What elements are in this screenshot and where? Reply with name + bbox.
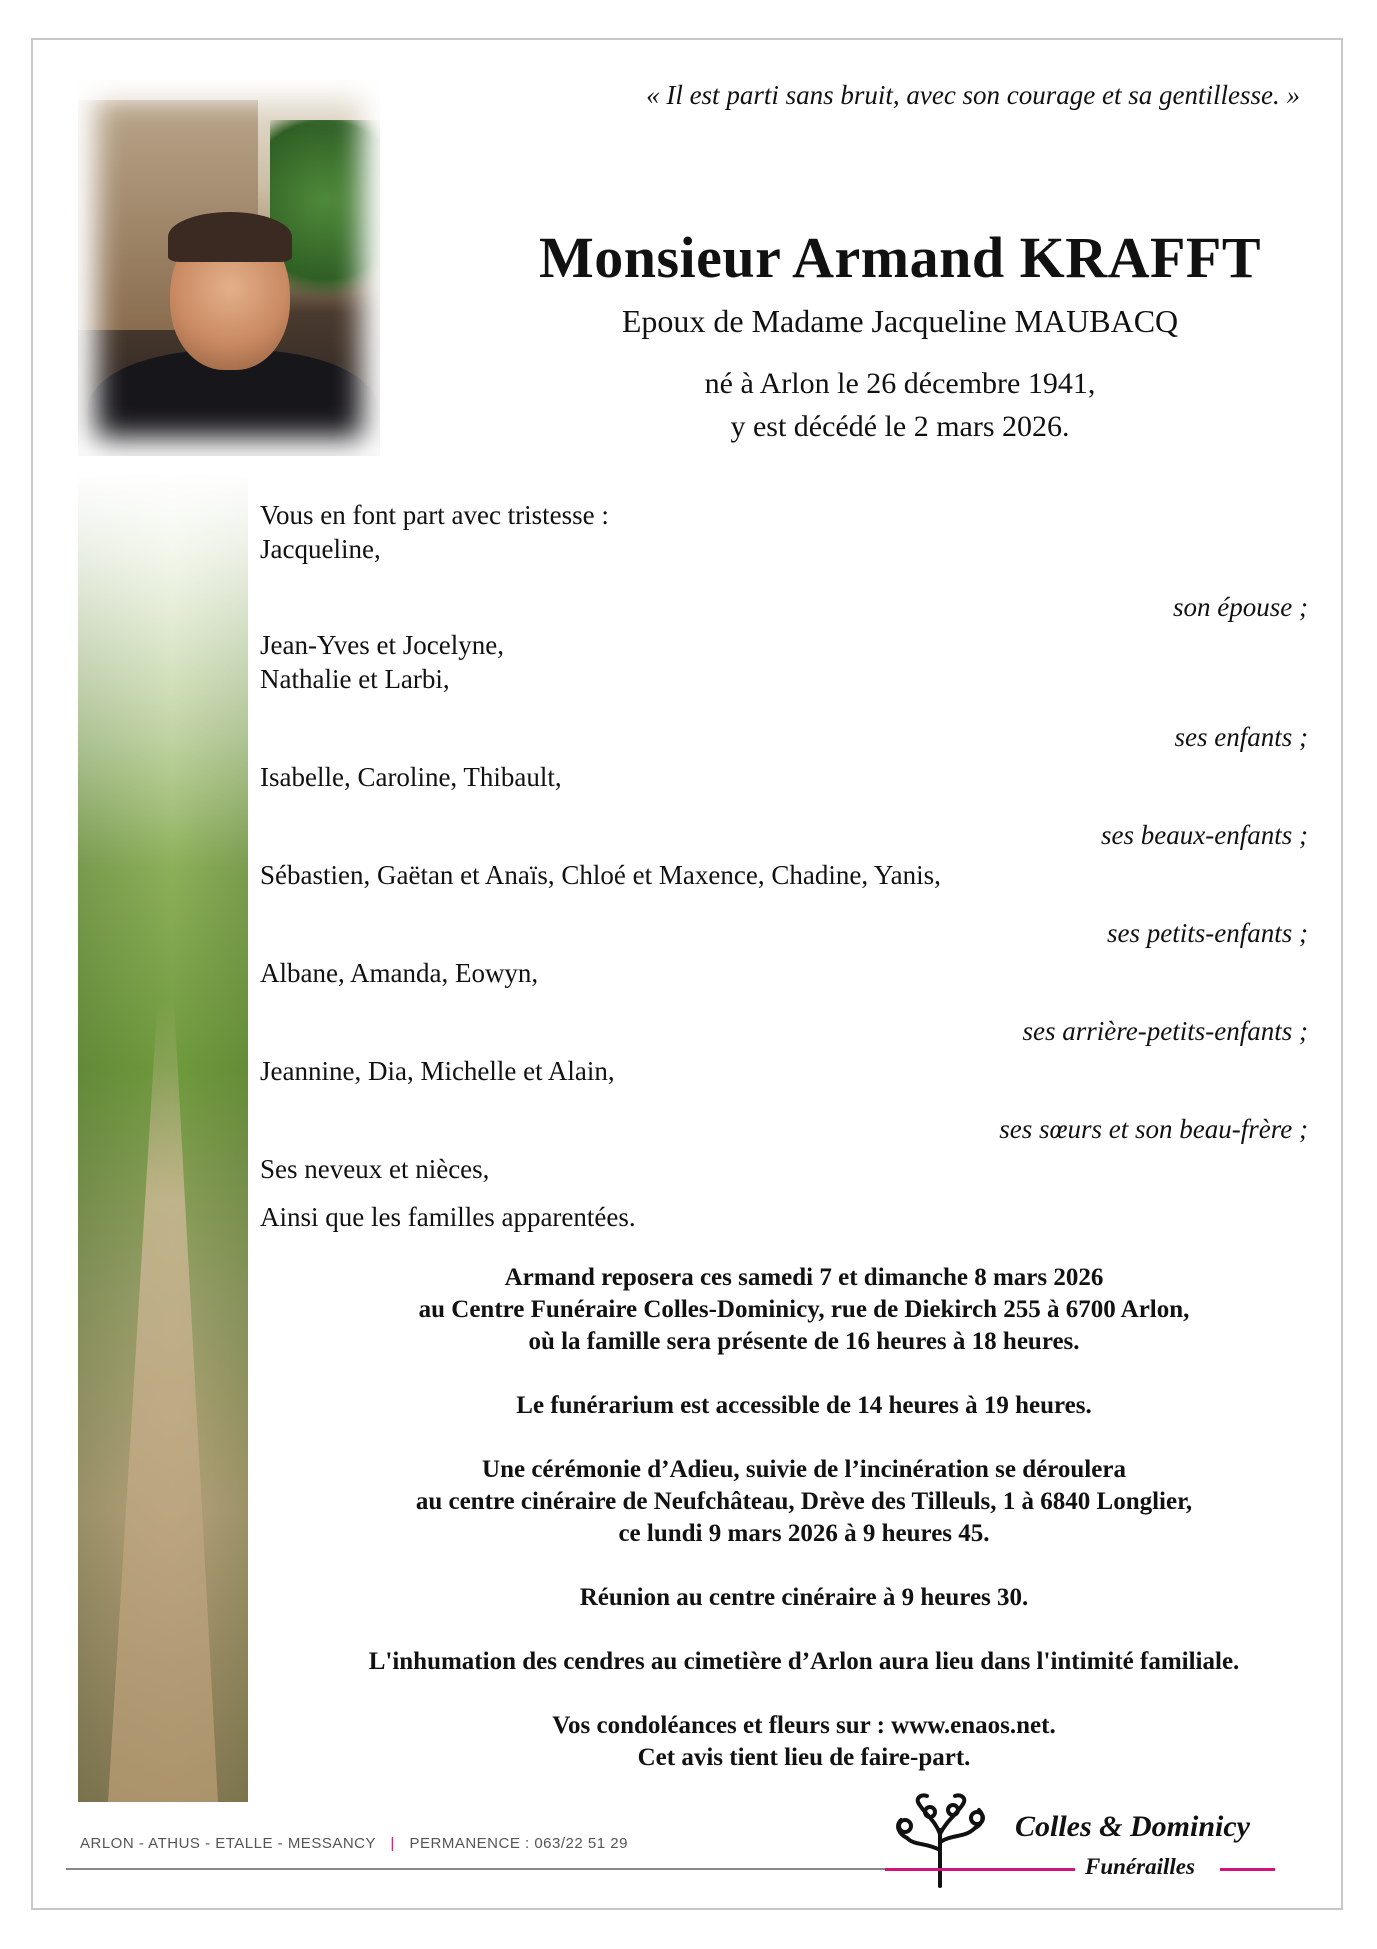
portrait-photo xyxy=(78,80,380,456)
detail-line: Le funérarium est accessible de 14 heures à 19 heures. xyxy=(516,1392,1092,1419)
family-name: Jean-Yves et Jocelyne, xyxy=(260,630,504,660)
logo-accent-line xyxy=(885,1868,1075,1871)
logo-subtitle: Funérailles xyxy=(1085,1854,1195,1879)
detail-line: Une cérémonie d’Adieu, suivie de l’incinération se déroulera xyxy=(482,1456,1126,1483)
family-intro: Vous en font part avec tristesse : xyxy=(260,500,609,530)
family-name: Albane, Amanda, Eowyn, xyxy=(260,958,539,988)
birth-line: né à Arlon le 26 décembre 1941, xyxy=(704,367,1096,400)
family-relation: ses petits-enfants ; xyxy=(1107,918,1308,948)
forest-path-image xyxy=(78,470,248,1802)
detail-line: où la famille sera présente de 16 heures à 18 heures. xyxy=(528,1328,1080,1355)
footer-divider xyxy=(66,1868,896,1870)
condolences-paragraph xyxy=(250,1710,1358,1774)
detail-line: Réunion au centre cinéraire à 9 heures 30. xyxy=(579,1584,1029,1611)
spouse-line: Epoux de Madame Jacqueline MAUBACQ xyxy=(621,303,1179,339)
family-relation: ses sœurs et son beau-frère ; xyxy=(999,1114,1308,1144)
detail-line: au Centre Funéraire Colles-Dominicy, rue de Diekirch 255 à 6700 Arlon, xyxy=(418,1296,1190,1323)
detail-line: Cet avis tient lieu de faire-part. xyxy=(637,1744,971,1771)
epitaph-quote: « Il est parti sans bruit, avec son courage et sa gentillesse. » xyxy=(646,80,1300,110)
footer-locations: ARLON - ATHUS - ETALLE - MESSANCY xyxy=(80,1835,376,1852)
logo-name: Colles & Dominicy xyxy=(1015,1810,1250,1843)
family-relation: ses arrière-petits-enfants ; xyxy=(1022,1016,1308,1046)
ceremony-details xyxy=(250,1262,1358,1806)
family-name: Jacqueline, xyxy=(260,534,381,564)
death-line: y est décédé le 2 mars 2026. xyxy=(730,410,1070,443)
family-name: Sébastien, Gaëtan et Anaïs, Chloé et Maxence, Chadine, Yanis, xyxy=(260,860,941,890)
family-relation: ses enfants ; xyxy=(1174,722,1308,752)
footer-permanence: PERMANENCE : 063/22 51 29 xyxy=(409,1835,628,1852)
family-relation: ses beaux-enfants ; xyxy=(1101,820,1308,850)
funerarium-hours xyxy=(250,1390,1358,1422)
family-closing: Ses neveux et nièces, xyxy=(260,1154,490,1184)
funeral-home-logo xyxy=(885,1790,1295,1890)
meeting-paragraph xyxy=(250,1582,1358,1614)
burial-paragraph xyxy=(250,1646,1358,1678)
family-relation: son épouse ; xyxy=(1173,592,1308,622)
detail-line: L'inhumation des cendres au cimetière d’Arlon aura lieu dans l'intimité familiale. xyxy=(368,1648,1240,1675)
viewing-paragraph xyxy=(250,1262,1358,1358)
family-closing: Ainsi que les familles apparentées. xyxy=(260,1202,636,1232)
logo-accent-line xyxy=(1220,1868,1275,1871)
footer-separator: | xyxy=(390,1835,395,1852)
detail-line: au centre cinéraire de Neufchâteau, Drève des Tilleuls, 1 à 6840 Longlier, xyxy=(415,1488,1193,1515)
deceased-name: Monsieur Armand KRAFFT xyxy=(538,225,1262,290)
detail-line: Vos condoléances et fleurs sur : www.enaos.net. xyxy=(552,1712,1056,1739)
tree-logo-icon xyxy=(885,1790,995,1890)
ceremony-paragraph xyxy=(250,1454,1358,1550)
life-dates xyxy=(470,362,1330,448)
family-name: Nathalie et Larbi, xyxy=(260,664,450,694)
detail-line: Armand reposera ces samedi 7 et dimanche 8 mars 2026 xyxy=(504,1264,1104,1291)
footer-contact xyxy=(80,1835,628,1852)
family-name: Jeannine, Dia, Michelle et Alain, xyxy=(260,1056,615,1086)
family-name: Isabelle, Caroline, Thibault, xyxy=(260,762,562,792)
detail-line: ce lundi 9 mars 2026 à 9 heures 45. xyxy=(618,1520,990,1547)
